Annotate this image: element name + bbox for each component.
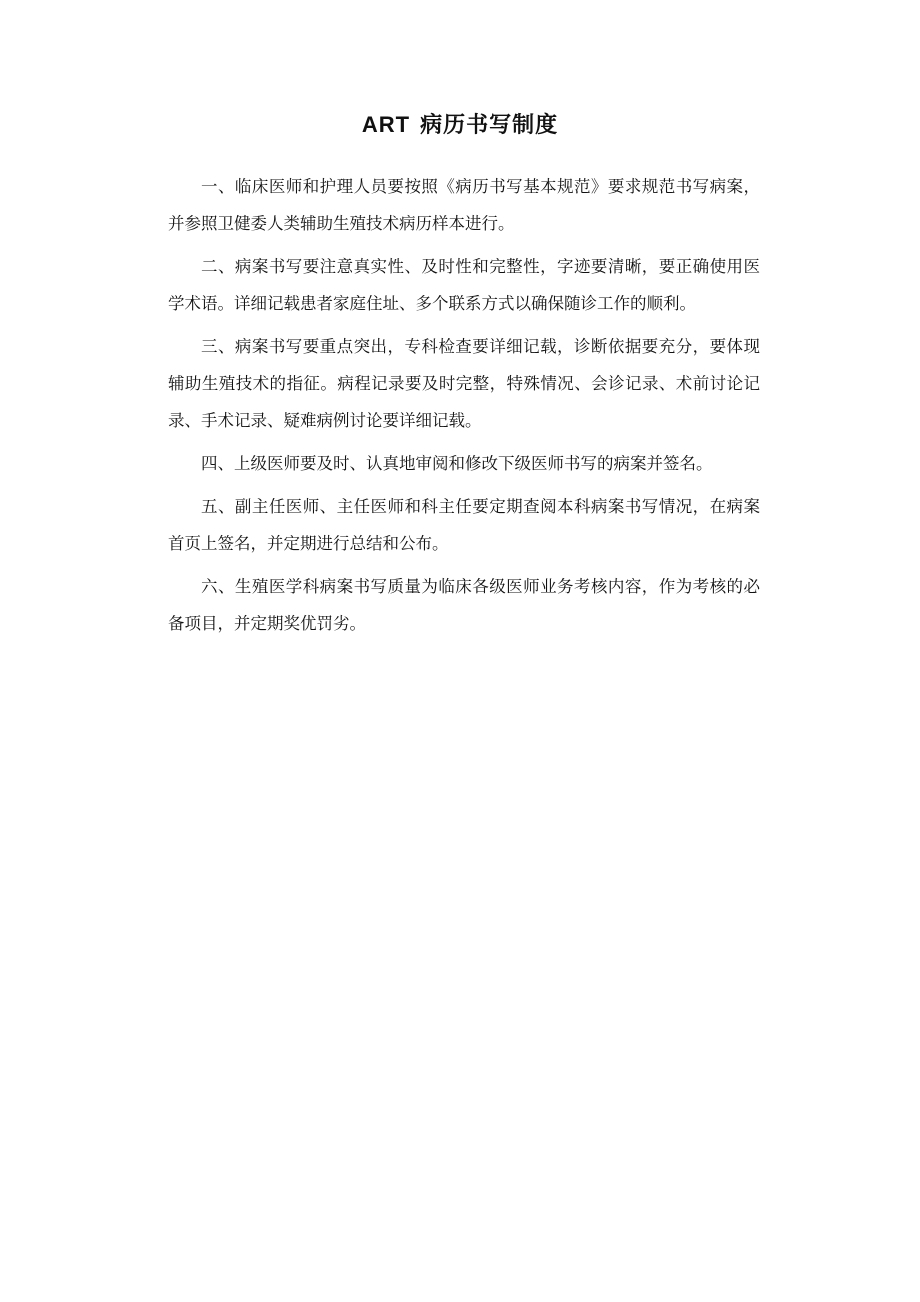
paragraph-5: 五、副主任医师、主任医师和科主任要定期查阅本科病案书写情况，在病案 首页上签名，并定期进行总结和公布。	[168, 497, 766, 553]
document-body	[168, 168, 766, 648]
paragraph-2: 二、病案书写要注意真实性、及时性和完整性，字迹要清晰，要正确使用医 学术语。详细记载患者家庭住址、多个联系方式以确保随诊工作的顺利。	[168, 257, 766, 313]
document-title-chinese: 病历书写制度	[420, 113, 559, 138]
paragraph-1: 一、临床医师和护理人员要按照《病历书写基本规范》要求规范书写病案，并参照卫健委人类辅助生殖技术病历样本进行。	[168, 177, 760, 233]
paragraph-4: 四、上级医师要及时、认真地审阅和修改下级医师书写的病案并签名。	[201, 454, 713, 473]
document-title-latin: ART	[361, 112, 411, 137]
paragraph-6: 六、生殖医学科病案书写质量为临床各级医师业务考核内容，作为考核的必 备项目，并定期奖优罚劣。	[168, 577, 766, 633]
document-title	[0, 108, 920, 143]
paragraph-3: 三、病案书写要重点突出，专科检查要详细记载，诊断依据要充分，要体现 辅助生殖技术的指征。病程记录要及时完整，特殊情况、会诊记录、术前讨论记 录、手术记录、疑难病例讨论要详细记载。	[168, 337, 766, 430]
